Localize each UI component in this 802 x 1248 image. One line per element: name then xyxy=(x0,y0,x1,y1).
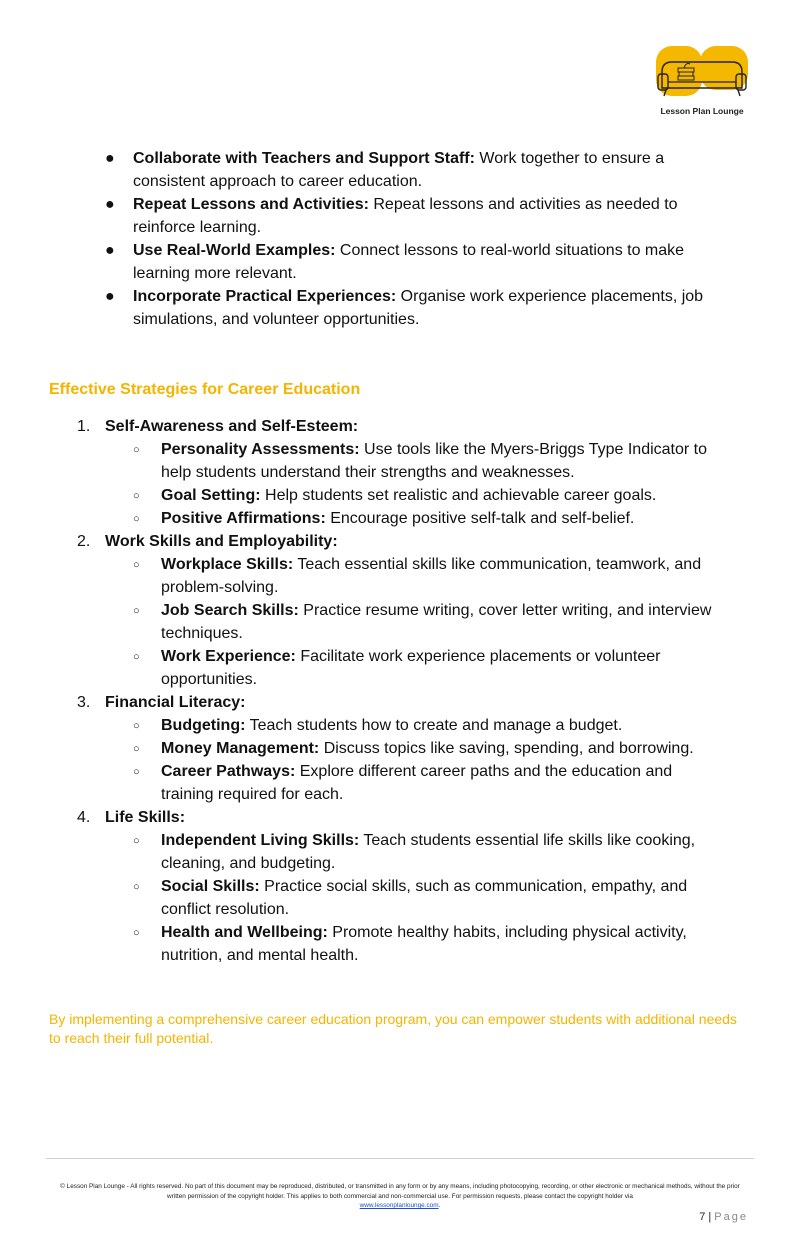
strategy-title: Work Skills and Employability: xyxy=(105,533,338,550)
circle-bullet-icon: ○ xyxy=(133,444,140,456)
page-number xyxy=(699,1211,748,1223)
bullet-list xyxy=(105,147,755,331)
bullet-bold: Use Real-World Examples: xyxy=(133,242,336,259)
strategy-number: 4. xyxy=(77,809,91,826)
sub-text: Help students set realistic and achievable career goals. xyxy=(260,487,657,504)
bullet-bold: Repeat Lessons and Activities: xyxy=(133,196,369,213)
logo xyxy=(652,44,752,120)
sub-item xyxy=(133,599,757,645)
sub-list xyxy=(105,714,757,806)
circle-bullet-icon: ○ xyxy=(133,559,140,571)
bullet-icon: ● xyxy=(105,242,115,259)
bullet-continuation: simulations, and volunteer opportunities. xyxy=(133,311,420,328)
page-label: Page xyxy=(714,1211,748,1223)
sub-bold: Money Management: xyxy=(161,740,320,757)
list-item xyxy=(105,239,755,285)
sub-list xyxy=(105,553,757,691)
sub-bold: Health and Wellbeing: xyxy=(161,924,328,941)
list-item xyxy=(105,147,755,193)
sub-bold: Positive Affirmations: xyxy=(161,510,326,527)
closing-paragraph: By implementing a comprehensive career education program, you can empower students with additional needs to reach their full potential. xyxy=(49,1011,737,1046)
sub-text: Practice resume writing, cover letter writing, and interview xyxy=(298,602,712,619)
bullet-continuation: learning more relevant. xyxy=(133,265,297,282)
website-link[interactable]: www.lessonplanlounge.com xyxy=(359,1202,439,1209)
sub-text: Discuss topics like saving, spending, and borrowing. xyxy=(319,740,694,757)
sub-item xyxy=(133,553,757,599)
bullet-text: Work together to ensure a xyxy=(474,150,665,167)
strategy-number: 2. xyxy=(77,533,91,550)
bullet-icon: ● xyxy=(105,150,115,167)
bullet-icon: ● xyxy=(105,288,115,305)
circle-bullet-icon: ○ xyxy=(133,881,140,893)
sub-text: Teach students essential life skills like cooking, xyxy=(359,832,696,849)
sub-continuation: help students understand their strengths and weaknesses. xyxy=(161,464,575,481)
sub-bold: Social Skills: xyxy=(161,878,260,895)
sub-text: Facilitate work experience placements or volunteer xyxy=(295,648,661,665)
sub-list xyxy=(105,829,757,967)
bullet-icon: ● xyxy=(105,196,115,213)
sub-text: Encourage positive self-talk and self-belief. xyxy=(325,510,635,527)
strategy-title: Self-Awareness and Self-Esteem: xyxy=(105,418,359,435)
sub-item xyxy=(133,760,757,806)
sub-text: Teach students how to create and manage a budget. xyxy=(245,717,623,734)
circle-bullet-icon: ○ xyxy=(133,766,140,778)
strategy-title: Financial Literacy: xyxy=(105,694,246,711)
list-item xyxy=(105,193,755,239)
bullet-bold: Incorporate Practical Experiences: xyxy=(133,288,397,305)
strategy-number: 1. xyxy=(77,418,91,435)
strategy-item xyxy=(77,691,757,806)
footer-copyright xyxy=(50,1182,750,1211)
sub-item xyxy=(133,438,757,484)
sub-bold: Personality Assessments: xyxy=(161,441,360,458)
section-title: Effective Strategies for Career Education xyxy=(49,381,361,398)
sub-text: Promote healthy habits, including physical activity, xyxy=(327,924,687,941)
sub-text: Teach essential skills like communication, teamwork, and xyxy=(293,556,702,573)
strategy-item xyxy=(77,806,757,967)
sub-item xyxy=(133,507,757,530)
sub-item xyxy=(133,714,757,737)
sub-item xyxy=(133,737,757,760)
circle-bullet-icon: ○ xyxy=(133,651,140,663)
list-item xyxy=(105,285,755,331)
circle-bullet-icon: ○ xyxy=(133,835,140,847)
sub-bold: Independent Living Skills: xyxy=(161,832,360,849)
bullet-continuation: consistent approach to career education. xyxy=(133,173,423,190)
sub-text: Use tools like the Myers-Briggs Type Indicator to xyxy=(359,441,708,458)
sofa-icon xyxy=(652,44,752,106)
sub-bold: Work Experience: xyxy=(161,648,296,665)
sub-bold: Budgeting: xyxy=(161,717,246,734)
circle-bullet-icon: ○ xyxy=(133,513,140,525)
sub-continuation: techniques. xyxy=(161,625,243,642)
sub-continuation: training required for each. xyxy=(161,786,344,803)
circle-bullet-icon: ○ xyxy=(133,605,140,617)
sub-bold: Job Search Skills: xyxy=(161,602,299,619)
sub-item xyxy=(133,921,757,967)
copyright-text: © Lesson Plan Lounge - All rights reserved. No part of this document may be reproduced, distributed, or transmitted in any form or by any means, including photocopying, recording, or other electronic or mechanical methods, without the prior written permission of the copyright holder. This applies to both commercial and non-commercial use. For permission requests, please contact the copyright holder via xyxy=(60,1183,740,1200)
sub-bold: Career Pathways: xyxy=(161,763,296,780)
bullet-text: Organise work experience placements, job xyxy=(396,288,704,305)
sub-continuation: problem-solving. xyxy=(161,579,279,596)
sub-text: Practice social skills, such as communication, empathy, and xyxy=(259,878,688,895)
strategy-item xyxy=(77,415,757,530)
page-number-value: 7 xyxy=(699,1211,706,1223)
sub-item xyxy=(133,484,757,507)
sub-continuation: cleaning, and budgeting. xyxy=(161,855,336,872)
circle-bullet-icon: ○ xyxy=(133,720,140,732)
sub-item xyxy=(133,875,757,921)
footer-divider xyxy=(46,1158,754,1159)
circle-bullet-icon: ○ xyxy=(133,743,140,755)
bullet-continuation: reinforce learning. xyxy=(133,219,262,236)
sub-item xyxy=(133,829,757,875)
page-separator: | xyxy=(708,1211,712,1223)
strategy-item xyxy=(77,530,757,691)
sub-item xyxy=(133,645,757,691)
bullet-text: Repeat lessons and activities as needed to xyxy=(368,196,678,213)
circle-bullet-icon: ○ xyxy=(133,927,140,939)
sub-continuation: nutrition, and mental health. xyxy=(161,947,359,964)
sub-bold: Goal Setting: xyxy=(161,487,261,504)
sub-bold: Workplace Skills: xyxy=(161,556,294,573)
strategy-title: Life Skills: xyxy=(105,809,186,826)
sub-text: Explore different career paths and the education and xyxy=(295,763,673,780)
link-suffix: . xyxy=(438,1202,441,1209)
sub-continuation: conflict resolution. xyxy=(161,901,290,918)
circle-bullet-icon: ○ xyxy=(133,490,140,502)
bullet-text: Connect lessons to real-world situations to make xyxy=(335,242,685,259)
logo-text: Lesson Plan Lounge xyxy=(660,106,744,116)
bullet-bold: Collaborate with Teachers and Support Staff: xyxy=(133,150,475,167)
strategy-list xyxy=(77,415,757,967)
sub-continuation: opportunities. xyxy=(161,671,258,688)
sub-list xyxy=(105,438,757,530)
strategy-number: 3. xyxy=(77,694,91,711)
